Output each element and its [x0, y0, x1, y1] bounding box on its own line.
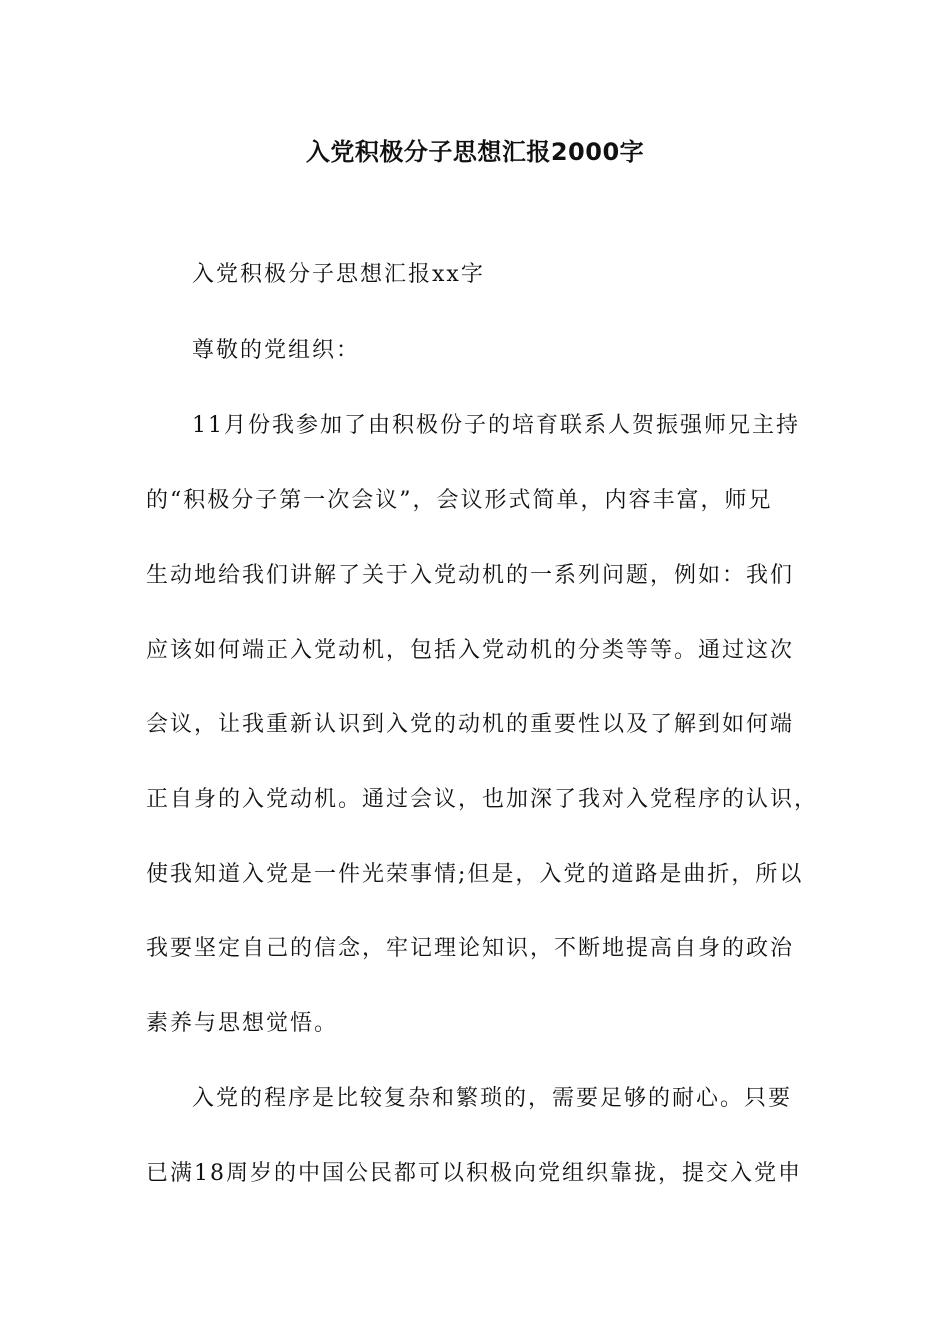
paragraph-line: 的“积极分子第一次会议”，会议形式简单，内容丰富，师兄 — [146, 488, 773, 513]
paragraph-line: 会议，让我重新认识到入党的动机的重要性以及了解到如何端 — [146, 712, 795, 737]
paragraph-line: 应该如何端正入党动机，包括入党动机的分类等等。通过这次 — [146, 638, 795, 663]
paragraph-line: 入党的程序是比较复杂和繁琐的，需要足够的耐心。只要 — [192, 1086, 793, 1111]
document-title: 入党积极分子思想汇报2000字 — [305, 138, 645, 166]
paragraph-line: 已满18周岁的中国公民都可以积极向党组织靠拢，提交入党申 — [146, 1161, 802, 1186]
paragraph-line: 11月份我参加了由积极份子的培育联系人贺振强师兄主持 — [192, 413, 800, 438]
paragraph-line: 正自身的入党动机。通过会议，也加深了我对入党程序的认识， — [146, 787, 819, 812]
paragraph-salutation: 尊敬的党组织： — [192, 338, 361, 363]
paragraph-line: 使我知道入党是一件光荣事情;但是，入党的道路是曲折，所以 — [146, 862, 804, 887]
paragraph-line: 生动地给我们讲解了关于入党动机的一系列问题，例如：我们 — [146, 563, 795, 588]
paragraph-subtitle: 入党积极分子思想汇报xx字 — [192, 262, 485, 287]
paragraph-line: 素养与思想觉悟。 — [146, 1011, 339, 1036]
paragraph-line: 我要坚定自己的信念，牢记理论知识，不断地提高自身的政治 — [146, 936, 795, 961]
